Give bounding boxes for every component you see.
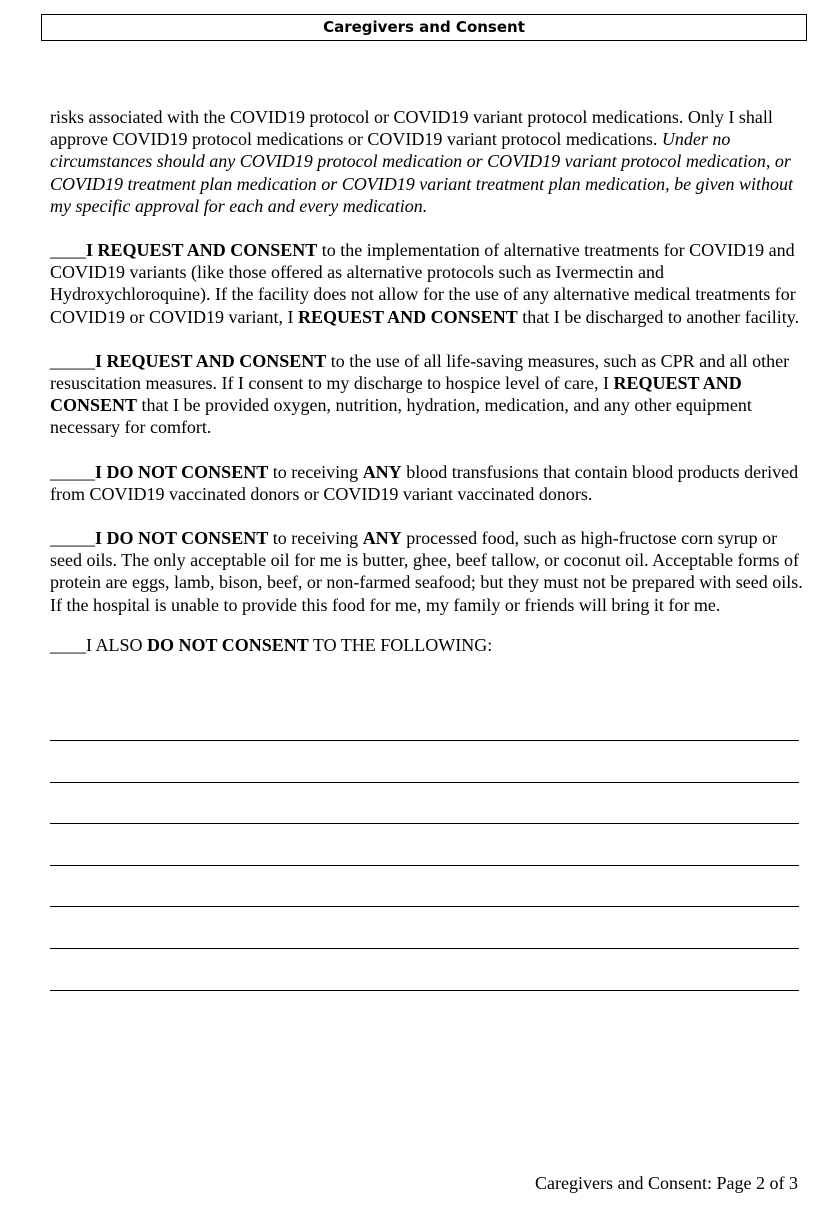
clause-bold: REQUEST AND CONSENT: [50, 373, 742, 416]
page-header: [41, 14, 807, 41]
write-in-line[interactable]: [50, 865, 799, 866]
clause-alternative-treatments: [50, 239, 810, 328]
initial-blank[interactable]: _____: [50, 528, 95, 549]
write-in-line[interactable]: [50, 823, 799, 824]
clause-text: processed food, such as high-fructose corn syrup or seed oils. The only acceptable oil for me is butter, ghee, beef tallow, or coconut oil. Acceptable forms of protein are eggs, lamb, bison, beef, or non-farmed seafood; but they must not be prepared with seed oils. If the hospital is unable to provide this food for me, my family or friends will bring it for me.: [50, 528, 803, 615]
write-in-line[interactable]: [50, 740, 799, 741]
clause-text: blood transfusions that contain blood products derived from COVID19 vaccinated donors or COVID19 variant vaccinated donors.: [50, 461, 799, 504]
clause-bold: REQUEST AND CONSENT: [297, 306, 518, 327]
initial-blank[interactable]: ____: [50, 240, 86, 261]
clause-text: to receiving: [268, 461, 363, 482]
clause-processed-food: [50, 527, 810, 616]
intro-paragraph: [50, 106, 810, 217]
clause-bold: ANY: [362, 528, 402, 549]
intro-text: risks associated with the COVID19 protocol or COVID19 variant protocol medications. Only I shall approve COVID19 protocol medications or COVID19 variant protocol medications.: [50, 107, 773, 150]
page-number-label: Caregivers and Consent: Page 2 of 3: [535, 1173, 798, 1193]
header-title: Caregivers and Consent: [323, 18, 525, 36]
write-in-lines: [50, 740, 799, 1031]
initial-blank[interactable]: _____: [50, 350, 95, 371]
clause-text: to the use of all life-saving measures, such as CPR and all other resuscitation measures. If I consent to my discharge to hospice level of care, I: [50, 350, 790, 394]
clause-text: I ALSO: [86, 634, 148, 655]
clause-bold: DO NOT CONSENT: [147, 634, 309, 655]
clause-text: TO THE FOLLOWING:: [308, 634, 493, 655]
page-footer: [535, 1172, 798, 1194]
clause-text: to the implementation of alternative treatments for COVID19 and COVID19 variants (like those offered as alternative protocols such as Ivermectin and Hydroxychloroquine). If the facility does not allow for the use of any alternative medical treatments for COVID19 or COVID19 variant, I: [50, 240, 796, 327]
initial-blank[interactable]: ____: [50, 634, 86, 655]
clause-text: that I be discharged to another facility.: [517, 306, 800, 327]
write-in-line[interactable]: [50, 906, 799, 907]
initial-blank[interactable]: _____: [50, 461, 95, 482]
clause-bold: ANY: [362, 461, 402, 482]
clause-also-do-not-consent: [50, 634, 810, 656]
clause-life-saving-measures: [50, 350, 810, 439]
intro-italic-text: Under no circumstances should any COVID19 protocol medication or COVID19 variant protocol medication, or COVID19 treatment plan medication or COVID19 variant treatment plan medication, be given without my specific approval for each and every medication.: [50, 129, 794, 216]
clause-text: that I be provided oxygen, nutrition, hydration, medication, and any other equipment necessary for comfort.: [50, 395, 752, 438]
document-body: [50, 106, 810, 678]
clause-bold: I DO NOT CONSENT: [95, 528, 269, 549]
clause-text: to receiving: [268, 528, 363, 549]
write-in-line[interactable]: [50, 990, 799, 991]
clause-blood-transfusions: [50, 461, 810, 505]
clause-bold: I DO NOT CONSENT: [95, 461, 269, 482]
clause-bold: I REQUEST AND CONSENT: [86, 240, 318, 261]
clause-bold: I REQUEST AND CONSENT: [95, 350, 327, 371]
write-in-line[interactable]: [50, 948, 799, 949]
write-in-line[interactable]: [50, 782, 799, 783]
